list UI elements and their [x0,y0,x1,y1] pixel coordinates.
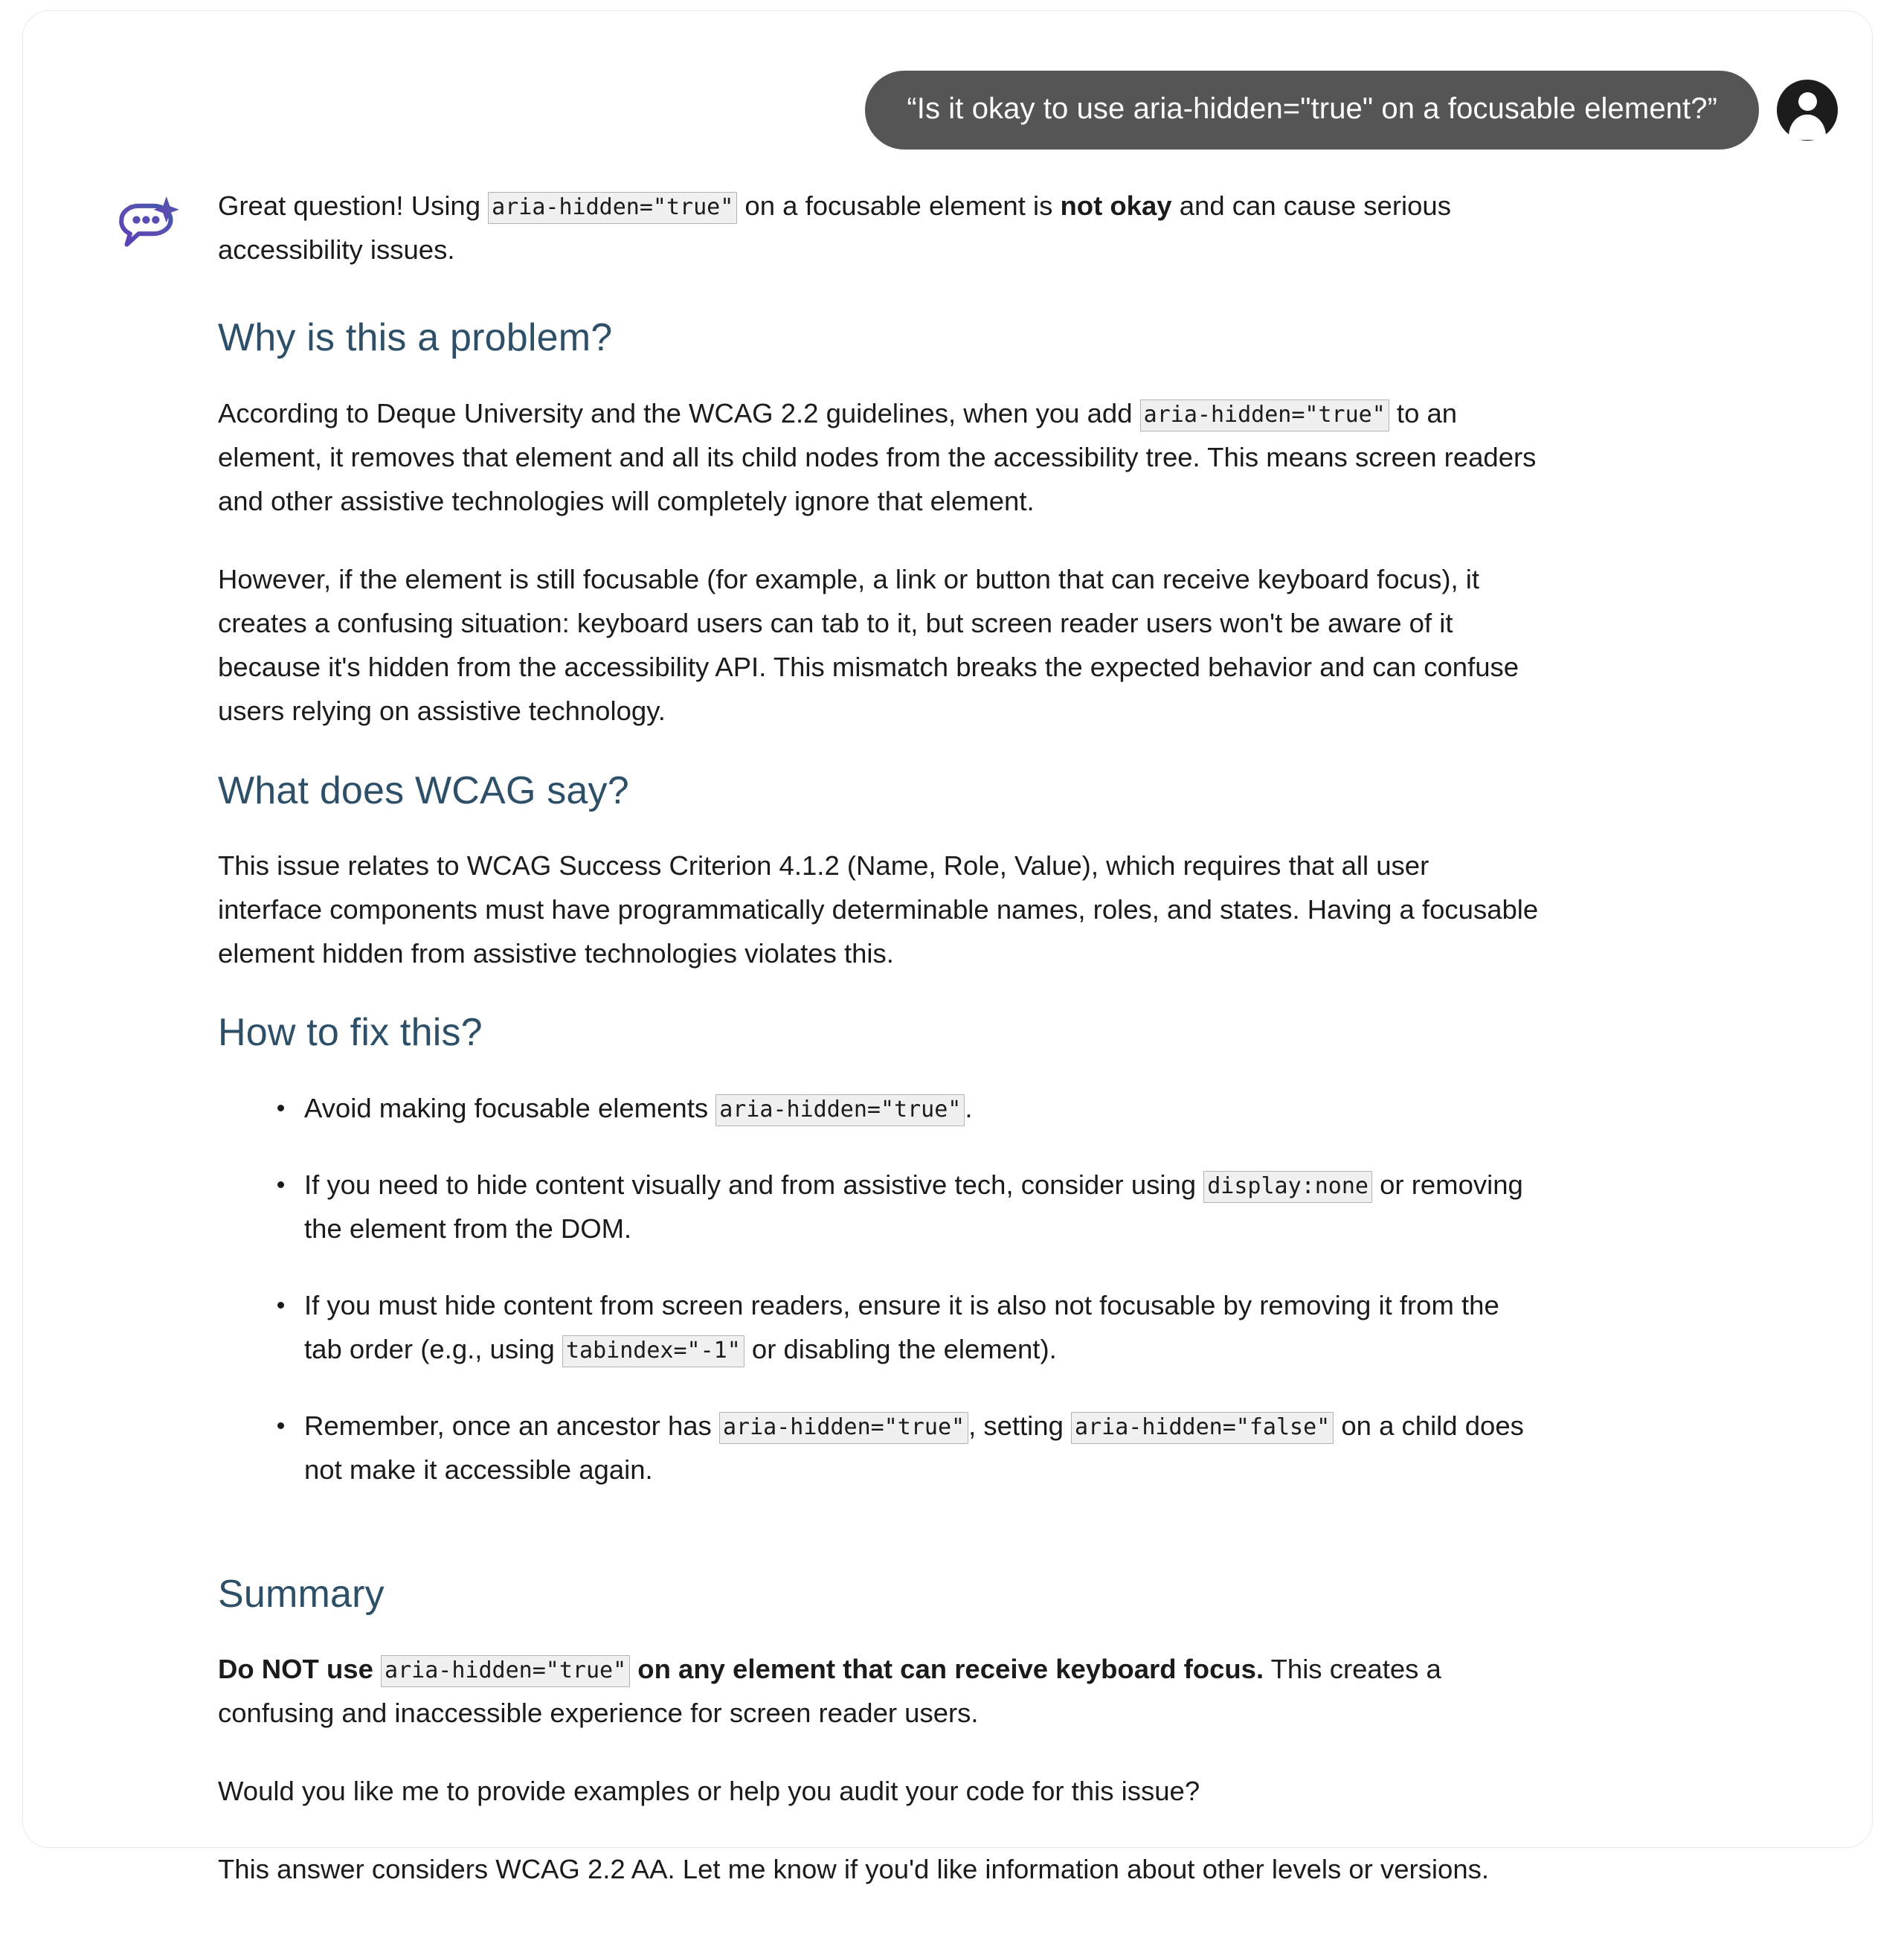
code-aria-hidden-true: aria-hidden="true" [1140,399,1389,431]
wcag-paragraph-1: This issue relates to WCAG Success Criterion 4.1.2 (Name, Role, Value), which requires that all user interface components must have programmatically determinable names, roles, and states. Having a focusable element hidden from assistive technologies violates this. [218,850,1539,969]
code-display-none: display:none [1203,1171,1372,1203]
heading-how-to-fix-this: How to fix this? [218,1011,483,1055]
code-aria-hidden-true: aria-hidden="true" [488,192,737,224]
closing-paragraph-wcag-note: This answer considers WCAG 2.2 AA. Let me know if you'd like information about other levels or versions. [218,1854,1490,1885]
user-message-text: “Is it okay to use aria-hidden="true" on a focusable element?” [907,92,1717,125]
code-aria-hidden-true: aria-hidden="true" [381,1655,630,1687]
list-item [277,1163,1540,1251]
code-aria-hidden-false: aria-hidden="false" [1071,1412,1334,1444]
summary-bold-2: on any element that can receive keyboard focus. [630,1653,1264,1684]
avatar-head-shape [1798,92,1817,111]
fix-4-text-3: on a child does not make it accessible again. [304,1410,1524,1486]
fix-list [218,1086,1540,1492]
user-message-bubble [865,71,1759,150]
code-aria-hidden-true: aria-hidden="true" [719,1412,968,1444]
heading-summary: Summary [218,1572,385,1616]
bottom-spacer [218,1925,1540,1955]
why-paragraph-2: However, if the element is still focusable (for example, a link or button that can receive keyboard focus), it creates a confusing situation: keyboard users can tab to it, but screen reader users won't be aware of it because it's hidden from the accessibility API. This mismatch breaks the expected behavior and can confuse users relying on assistive technology. [218,564,1519,727]
chat-panel [22,10,1873,1885]
intro-text-3: and can cause serious accessibility issues. [218,190,1451,266]
user-message-row [23,11,1872,150]
fix-1-text-2: . [965,1092,973,1123]
user-avatar-icon [1777,80,1838,141]
heading-what-does-wcag-say: What does WCAG say? [218,768,629,812]
fix-3-text-2: or disabling the element). [744,1334,1057,1365]
assistant-intro-paragraph [218,184,1540,272]
list-item [277,1404,1540,1492]
intro-bold-not-okay: not okay [1060,190,1172,221]
code-tabindex-minus-one: tabindex="-1" [562,1335,744,1367]
code-aria-hidden-true: aria-hidden="true" [715,1094,965,1126]
why-p1-text-2: to an element, it removes that element and all its child nodes from the accessibility tree. This means screen readers and other assistive technologies will completely ignore that element. [218,397,1537,516]
avatar-body-shape [1789,115,1826,140]
summary-bold-1: Do NOT use [218,1653,382,1684]
list-item [277,1283,1540,1371]
fix-2-text-1: If you need to hide content visually and from assistive tech, consider using [304,1169,1204,1200]
closing-paragraph-offer: Would you like me to provide examples or help you audit your code for this issue? [218,1776,1200,1807]
ai-chat-sparkle-icon [111,194,179,266]
fix-3-text-1: If you must hide content from screen readers, ensure it is also not focusable by removing it from the tab order (e.g., using [304,1290,1499,1365]
why-p1-text-1: According to Deque University and the WCAG 2.2 guidelines, when you add [218,397,1140,428]
fix-4-text-2: , setting [968,1410,1072,1442]
assistant-message-body [179,184,1674,1955]
heading-why-is-this-a-problem: Why is this a problem? [218,316,613,360]
summary-paragraph [218,1647,1540,1735]
fix-1-text-1: Avoid making focusable elements [304,1092,716,1123]
intro-text-2: on a focusable element is [737,190,1061,221]
why-paragraph-1 [218,391,1540,523]
list-item [277,1086,1540,1130]
intro-text-1: Great question! Using [218,190,489,221]
summary-text-1: This creates a confusing and inaccessible experience for screen reader users. [218,1653,1441,1729]
assistant-message-row [23,150,1872,1955]
fix-4-text-1: Remember, once an ancestor has [304,1410,719,1442]
fix-2-text-2: or removing the element from the DOM. [304,1169,1523,1244]
